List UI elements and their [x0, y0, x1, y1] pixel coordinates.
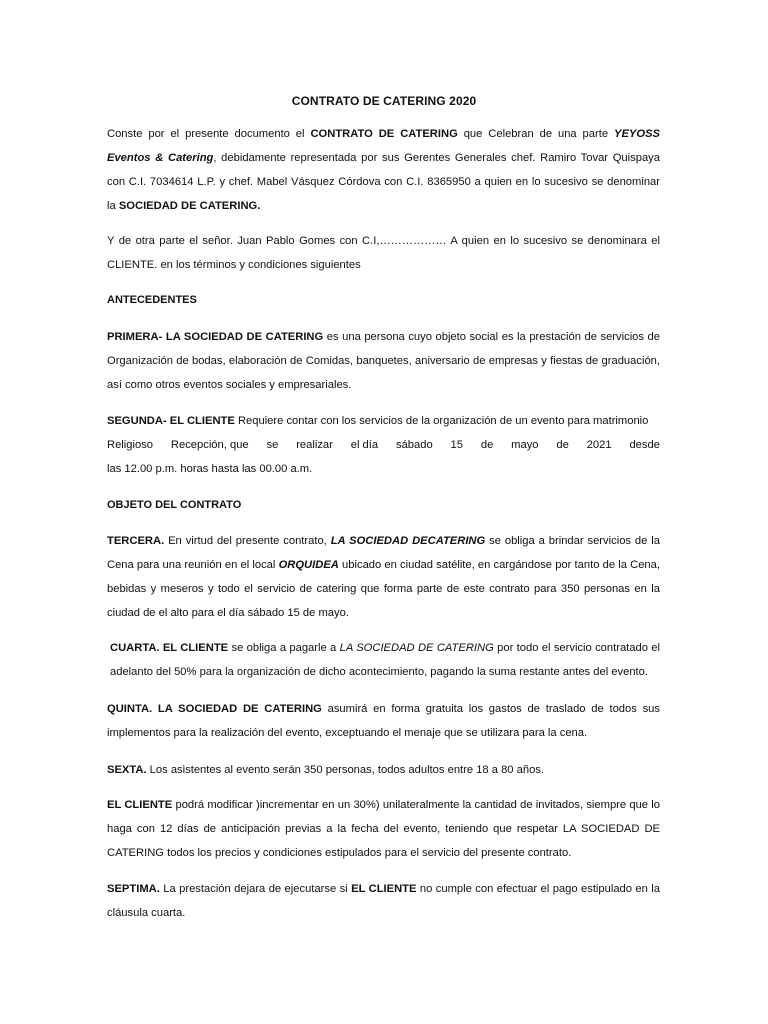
intro-text-3: , debidamente representada por sus Gerentes Generales chef. Ramiro Tovar Quispaya con C.I. 7034614 L.P. y chef. Mabel Vásquez Córdova con C.I. 8365950 a quien en lo sucesivo se denominar la [107, 152, 660, 212]
clause-quinta [107, 697, 660, 745]
heading-antecedentes: ANTECEDENTES [107, 294, 197, 306]
clause-tercera-text-3: ubicado en ciudad satélite, en cargándose por tanto de la Cena, bebidas y meseros y todo el servicio de catering que forma parte de este contrato para 350 personas en la ciudad de el alto para el día sábado 15 de mayo. [107, 559, 660, 619]
intro-company-name: YEYOSS Eventos & Catering [107, 128, 660, 164]
clause-segunda-text-3: las 12.00 p.m. horas hasta las 00.00 a.m. [107, 463, 313, 475]
clause-segunda-line-2 [107, 433, 660, 457]
word: el día [350, 439, 379, 451]
clause-cuarta [107, 636, 660, 684]
word: se [266, 439, 279, 451]
heading-objeto: OBJETO DEL CONTRATO [107, 499, 242, 511]
word: Religioso [107, 439, 154, 451]
clause-cuarta-label: CUARTA. EL CLIENTE [110, 642, 229, 654]
clause-cuarta-text-2: por todo el servicio contratado el adelanto del 50% para la organización de dicho acontecimiento, pagando la suma restante antes del evento. [110, 642, 660, 678]
clause-el-cliente [107, 793, 660, 865]
word: de [480, 439, 494, 451]
clause-el-cliente-label: EL CLIENTE [107, 799, 173, 811]
clause-segunda-text-1: Requiere contar con los servicios de la organización de un evento para matrimonio [234, 415, 649, 427]
intro-paragraph [107, 122, 660, 218]
clause-sexta-text: Los asistentes al evento serán 350 personas, todos adultos entre 18 a 80 años. [146, 764, 545, 776]
clause-tercera-sociedad: LA SOCIEDAD DECATERING [330, 535, 486, 547]
clause-quinta-text: asumirá en forma gratuita los gastos de traslado de todos sus implementos para la realización del evento, exceptuando el menaje que se utilizara para la cena. [107, 703, 660, 739]
word: mayo [511, 439, 539, 451]
clause-septima-text-2: no cumple con efectuar el pago estipulado en la cláusula cuarta. [107, 883, 661, 919]
intro-text-1: Conste por el presente documento el [107, 128, 311, 140]
clause-segunda-label: SEGUNDA- EL CLIENTE [107, 415, 235, 427]
word: realizar [296, 439, 333, 451]
clause-primera-label: PRIMERA- LA SOCIEDAD DE CATERING [107, 331, 324, 343]
word: 2021 [586, 439, 612, 451]
clause-sexta-label: SEXTA. [107, 764, 147, 776]
clause-tercera [107, 529, 660, 625]
clause-tercera-local: ORQUIDEA [278, 559, 339, 571]
clause-quinta-label: QUINTA. LA SOCIEDAD DE CATERING [107, 703, 322, 715]
intro-bold-sociedad: SOCIEDAD DE CATERING. [118, 200, 261, 212]
clause-segunda [107, 409, 660, 481]
clause-septima-text-1: La prestación dejara de ejecutarse si [159, 883, 352, 895]
word: Recepción, que [170, 439, 249, 451]
clause-septima [107, 877, 660, 925]
word: 15 [450, 439, 463, 451]
clause-tercera-text-1: En virtud del presente contrato, [164, 535, 331, 547]
clause-primera [107, 325, 660, 397]
clause-septima-cliente: EL CLIENTE [351, 883, 417, 895]
clause-el-cliente-text: podrá modificar )incrementar en un 30%) unilateralmente la cantidad de invitados, siempre que lo haga con 12 días de anticipación previas a la fecha del evento, teniendo que respetar LA SOCIEDAD DE CATERING todos los precios y condiciones estipulados para el servicio del presente contrato. [107, 799, 660, 859]
clause-cuarta-text-1: se obliga a pagarle a [228, 642, 340, 654]
word: sábado [395, 439, 433, 451]
clause-primera-text: es una persona cuyo objeto social es la prestación de servicios de Organización de bodas, elaboración de Comidas, banquetes, aniversario de empresas y fiestas de graduación, así como otros eventos sociales y empresariales. [107, 331, 660, 391]
clause-septima-label: SEPTIMA. [107, 883, 160, 895]
clause-sexta [107, 758, 660, 782]
clause-tercera-text-2: se obliga a brindar servicios de la Cena para una reunión en el local [107, 535, 660, 571]
word: de [556, 439, 569, 451]
word: desde [629, 439, 660, 451]
client-paragraph: Y de otra parte el señor. Juan Pablo Gomes con C.I,……………… A quien en lo sucesivo se denominara el CLIENTE. en los términos y condiciones siguientes [107, 235, 660, 271]
intro-text-2: que Celebran de una parte [457, 128, 614, 140]
clause-cuarta-sociedad: LA SOCIEDAD DE CATERING [339, 642, 494, 654]
clause-tercera-label: TERCERA. [107, 535, 165, 547]
document-title: CONTRATO DE CATERING 2020 [291, 94, 477, 108]
intro-bold-contract: CONTRATO DE CATERING [310, 128, 458, 140]
